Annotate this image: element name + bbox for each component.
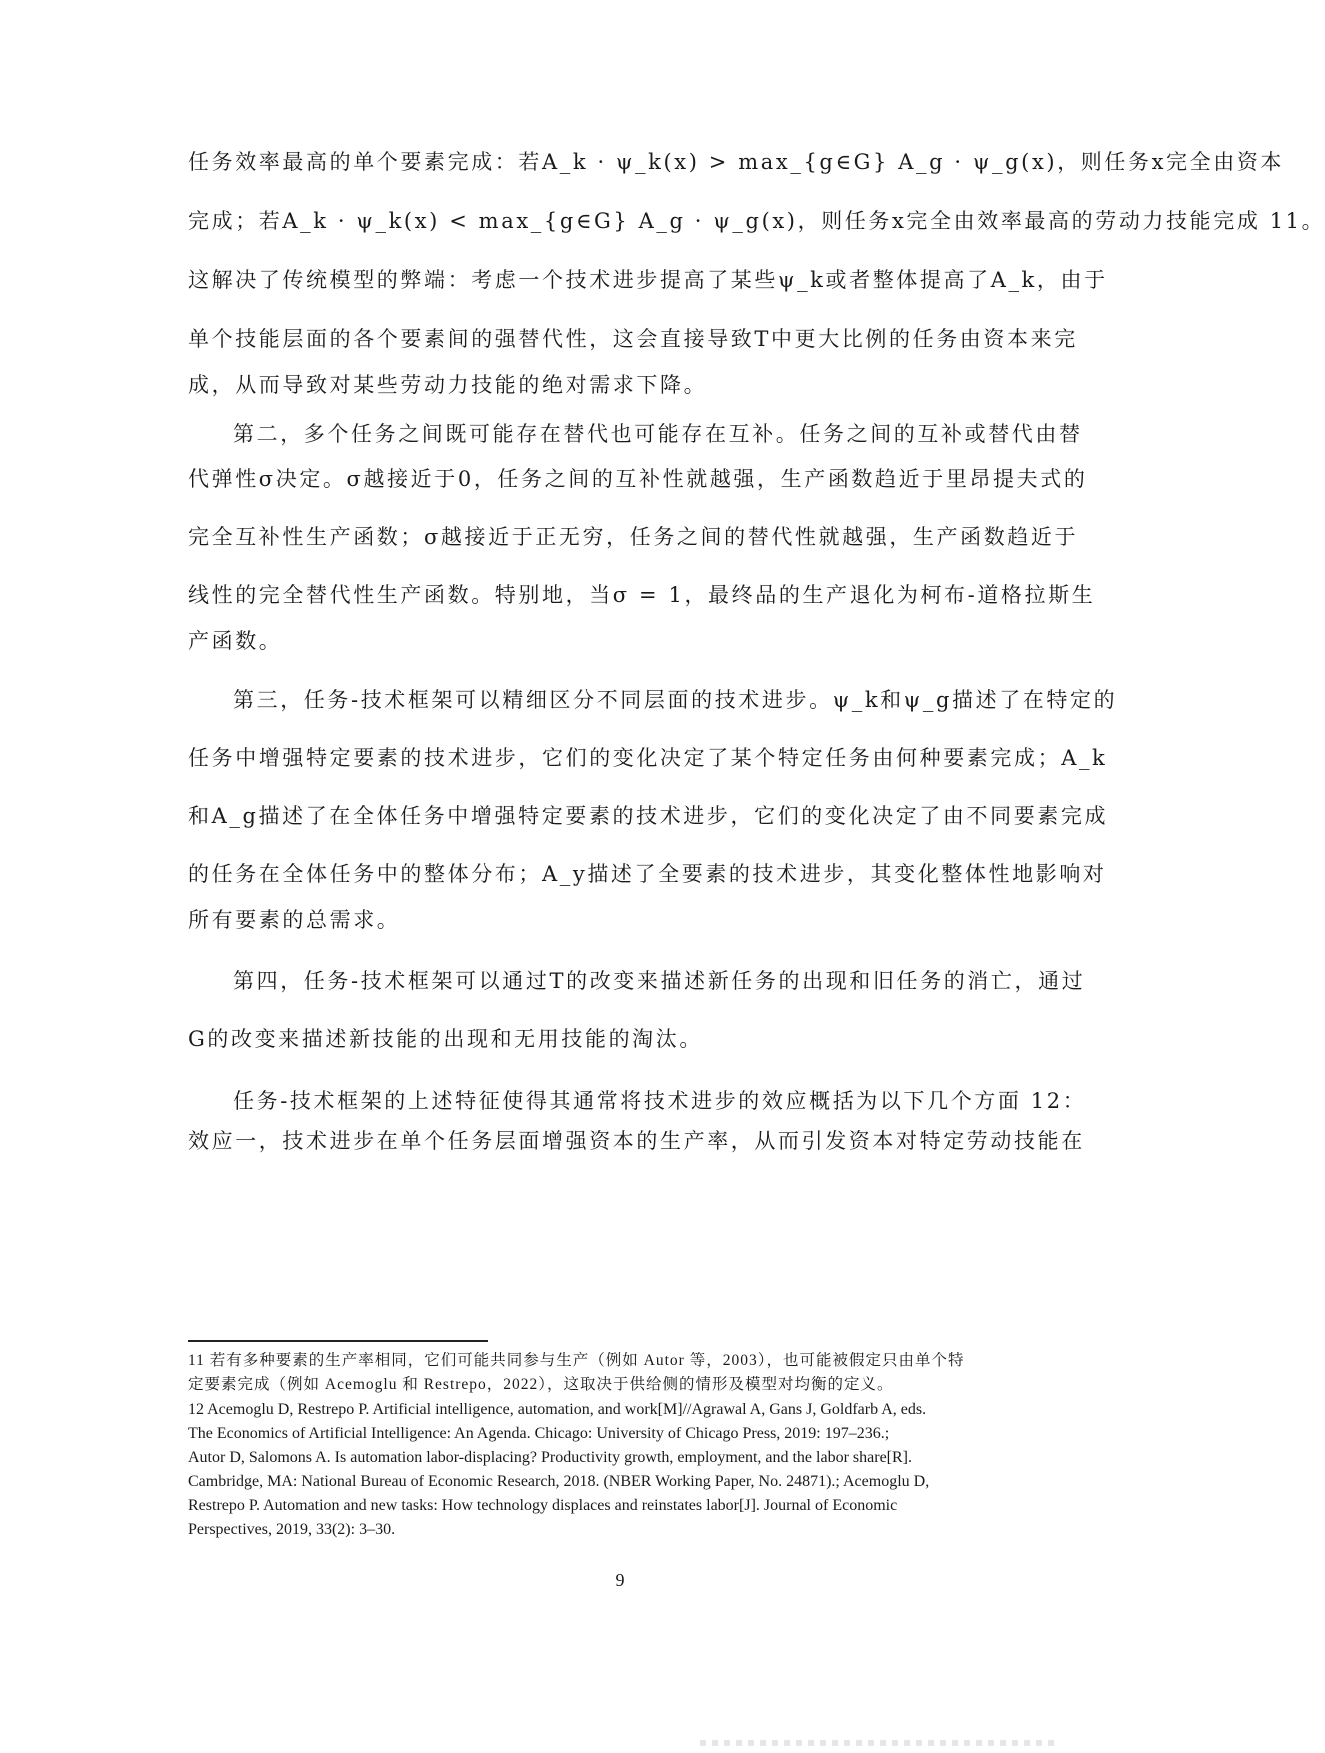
body-line: 单个技能层面的各个要素间的强替代性，这会直接导致T中更大比例的任务由资本来完 xyxy=(188,327,1078,351)
body-line: 产函数。 xyxy=(188,629,283,653)
footnote-line: Restrepo P. Automation and new tasks: How technology displaces and reinstates labor[J]. Journal of Economic xyxy=(188,1497,898,1514)
page-number: 9 xyxy=(615,1570,625,1590)
footnote-line: The Economics of Artificial Intelligence: An Agenda. Chicago: University of Chicago Press, 2019: 197–236.; xyxy=(188,1425,890,1442)
body-line: 代弹性σ决定。σ越接近于0，任务之间的互补性就越强，生产函数趋近于里昂提夫式的 xyxy=(188,467,1088,491)
body-line: 任务-技术框架的上述特征使得其通常将技术进步的效应概括为以下几个方面 12： xyxy=(233,1089,1087,1113)
footnote-divider xyxy=(188,1340,488,1342)
body-line: 完成；若A_k · ψ_k(x) < max_{g∈G} A_g · ψ_g(x)，则任务x完全由效率最高的劳动力技能完成 11。 xyxy=(188,209,1325,233)
body-line: 第四，任务-技术框架可以通过T的改变来描述新任务的出现和旧任务的消亡，通过 xyxy=(233,969,1086,993)
footnote-line: Perspectives, 2019, 33(2): 3–30. xyxy=(188,1521,396,1538)
body-line: 第二，多个任务之间既可能存在替代也可能存在互补。任务之间的互补或替代由替 xyxy=(233,422,1083,446)
footnote-line: Autor D, Salomons A. Is automation labor-displacing? Productivity growth, employment, and the labor share[R]. xyxy=(188,1449,912,1466)
footnote-line: 定要素完成（例如 Acemoglu 和 Restrepo，2022），这取决于供给侧的情形及模型对均衡的定义。 xyxy=(188,1376,894,1393)
body-line: 效应一，技术进步在单个任务层面增强资本的生产率，从而引发资本对特定劳动技能在 xyxy=(188,1129,1085,1153)
body-line: 任务效率最高的单个要素完成：若A_k · ψ_k(x) > max_{g∈G} A_g · ψ_g(x)，则任务x完全由资本 xyxy=(188,150,1285,174)
body-line: 这解决了传统模型的弊端：考虑一个技术进步提高了某些ψ_k或者整体提高了A_k，由于 xyxy=(188,268,1108,292)
body-line: 的任务在全体任务中的整体分布；A_y描述了全要素的技术进步，其变化整体性地影响对 xyxy=(188,862,1107,886)
body-line: 任务中增强特定要素的技术进步，它们的变化决定了某个特定任务由何种要素完成；A_k xyxy=(188,746,1108,770)
scan-artifact xyxy=(700,1740,1060,1746)
footnote-line: 11 若有多种要素的生产率相同，它们可能共同参与生产（例如 Autor 等，2003），也可能被假定只由单个特 xyxy=(188,1352,965,1369)
footnote-line: 12 Acemoglu D, Restrepo P. Artificial intelligence, automation, and work[M]//Agrawal A, Gans J, Goldfarb A, eds. xyxy=(188,1401,927,1418)
body-line: 所有要素的总需求。 xyxy=(188,908,401,932)
body-line: 和A_g描述了在全体任务中增强特定要素的技术进步，它们的变化决定了由不同要素完成 xyxy=(188,804,1109,828)
body-line: G的改变来描述新技能的出现和无用技能的淘汰。 xyxy=(188,1027,703,1051)
body-line: 第三，任务-技术框架可以精细区分不同层面的技术进步。ψ_k和ψ_g描述了在特定的 xyxy=(233,688,1118,712)
footnote-line: Cambridge, MA: National Bureau of Economic Research, 2018. (NBER Working Paper, No. 24871).; Acemoglu D, xyxy=(188,1473,930,1490)
body-line: 成，从而导致对某些劳动力技能的绝对需求下降。 xyxy=(188,373,708,397)
body-line: 完全互补性生产函数；σ越接近于正无穷，任务之间的替代性就越强，生产函数趋近于 xyxy=(188,525,1079,549)
body-line: 线性的完全替代性生产函数。特别地，当σ = 1，最终品的生产退化为柯布-道格拉斯生 xyxy=(188,583,1096,607)
